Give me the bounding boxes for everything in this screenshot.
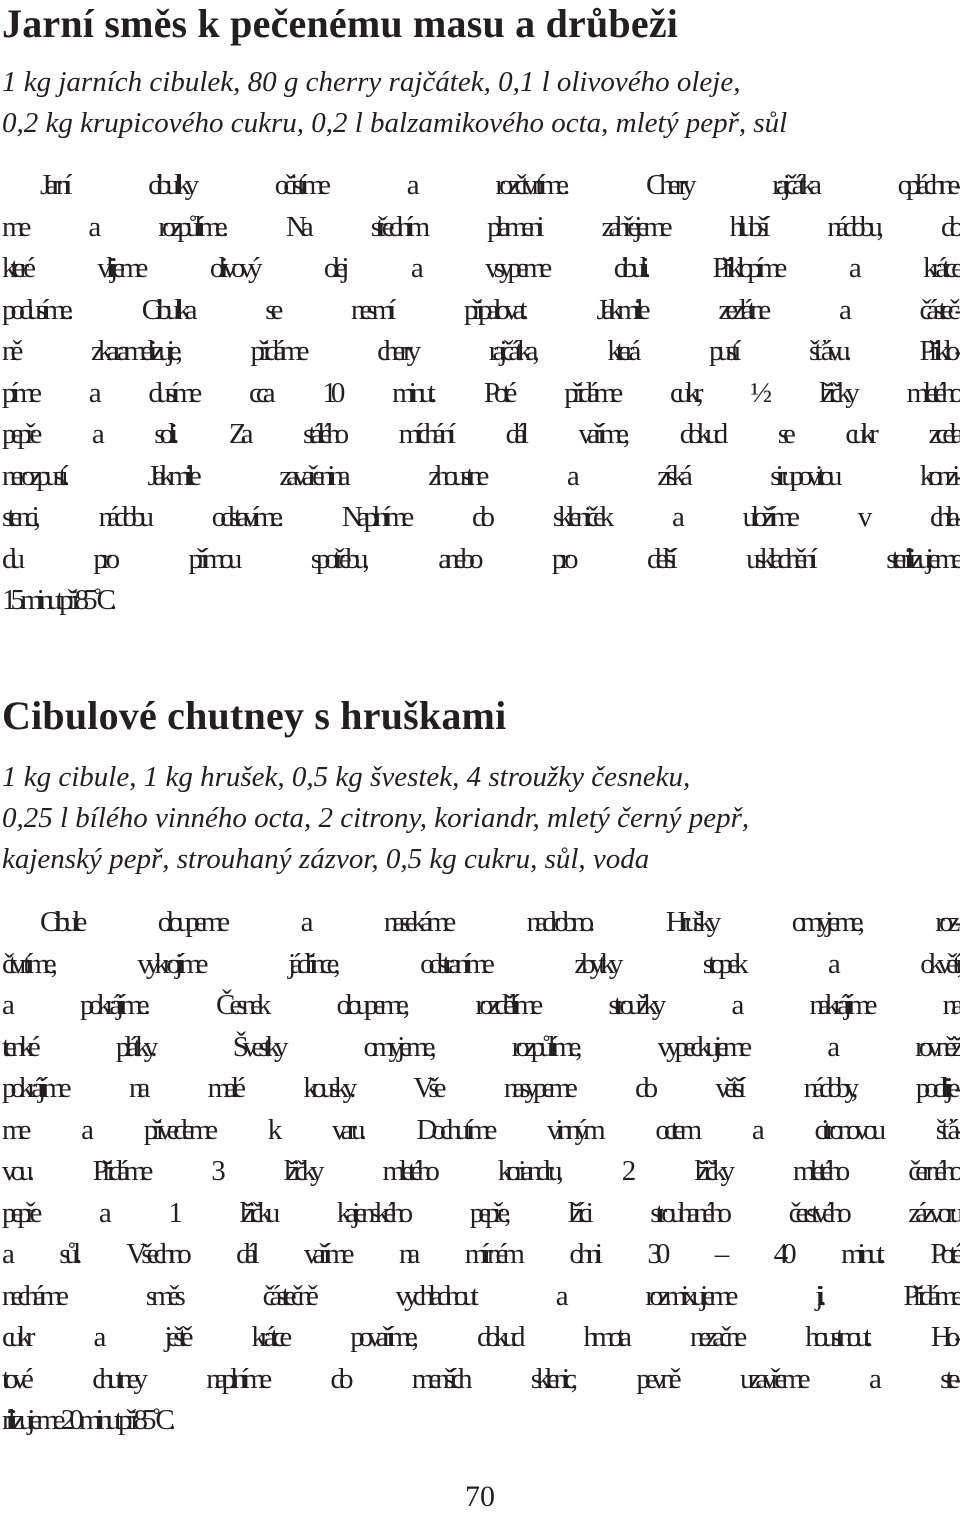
page-number: 70 [465,1480,495,1513]
ingredients-line: 0,25 l bílého vinného octa, 2 citrony, koriandr, mletý černý pepř, [2,802,750,834]
recipe-1-title: Jarní směs k pečenému masu a drůbeži [2,1,679,46]
ingredients-line: kajenský pepř, strouhaný zázvor, 0,5 kg cukru, sůl, voda [2,843,650,875]
instructions-line: Jarní cibulky očistíme a rozčtvrtíme. Cherry rajčátka opláchne- [40,169,958,201]
instructions-line: pokrájíme na malé kousky. Vše nasypeme do větší nádoby, podlije- [2,1072,958,1104]
instructions-line: podusíme. Cibulka se nesmí připalovat. Jakmile zezlátne a částeč- [2,293,958,326]
recipe-1-instructions [2,165,958,622]
instructions-line: tenké plátky. Švestky omyjeme, rozpůlíme, vypeckujeme a rovněž [2,1030,958,1063]
recipe-1-ingredients [2,62,787,144]
instructions-line: ně zkaramelizuje, přidáme cherry rajčátka, která pustí šťávu. Přiklo- [2,335,958,367]
ingredients-line: 0,2 kg krupicového cukru, 0,2 l balzamikového octa, mletý pepř, sůl [2,107,788,139]
instructions-line: necháme směs částečně vychladnout a rozmixujeme ji. Přidáme [2,1279,958,1312]
instructions-line: me a přivedeme k varu. Dochutíme vinným octem a citronovou šťá- [2,1113,958,1146]
instructions-line: stenci, nádobu odstavíme. Naplníme do skleniček a uložíme v chla- [2,501,958,533]
ingredients-line: 1 kg jarních cibulek, 80 g cherry rajčátek, 0,1 l olivového oleje, [2,66,741,98]
instructions-line: píme a dusíme cca 10 minut. Poté přidáme cukr, ½ lžičky mletého [2,376,958,409]
instructions-line: a sůl. Všechno dál vaříme na mírném ohni 30 – 40 minut. Poté [2,1238,958,1270]
instructions-line: a pokrájíme. Česnek oloupeme, rozdělíme stroužky a nakrájíme na [2,989,958,1021]
recipe-2-title: Cibulové chutney s hruškami [2,693,507,738]
ingredients-line: 1 kg cibule, 1 kg hrušek, 0,5 kg švestek, 4 stroužky česneku, [2,761,691,793]
instructions-line: nerozpustí. Jakmile zavařenina zhoustne a získá sirupovitou konzi- [2,459,958,492]
instructions-line: vou. Přidáme 3 lžičky mletého koriandru, 2 lžičky mletého černého [2,1155,958,1187]
instructions-line: du pro přímou spotřebu, anebo pro delší uskladnění sterilizujeme [2,542,958,575]
instructions-line: pepře a 1 lžičku kajenského pepře, lžíci strouhaného čerstvého zázvoru [2,1196,958,1229]
instructions-line: tové chutney naplníme do menších sklenic, pevně uzavřeme a ste- [2,1362,958,1395]
instructions-line: čtvrtíme, vykrojíme jádřince, odstraníme zbytky stopek a okvětí, [2,947,958,980]
instructions-line: které vlijeme olivový olej a vsypeme cibuli. Přiklopíme a krátce [2,252,958,284]
recipe-2-ingredients [2,757,749,880]
instructions-line: me a rozpůlíme. Na středním plameni zahřejeme hlubší nádobu, do [2,210,958,243]
instructions-line: cukr a ještě krátce povaříme, dokud hmota nezačne houstnout. Ho- [2,1321,958,1353]
recipe-2-instructions [2,902,958,1442]
instructions-line: Cibule oloupeme a nasekáme nadrobno. Hrušky omyjeme, roz- [40,906,958,938]
instructions-line: pepře a soli. Za stálého míchání dál vaříme, dokud se cukr zcela [2,418,958,450]
instructions-line: 15 minut při 85 ˚C. [2,584,112,616]
instructions-line: rilizujeme 20 minut při 85 ˚C. [2,1404,170,1436]
